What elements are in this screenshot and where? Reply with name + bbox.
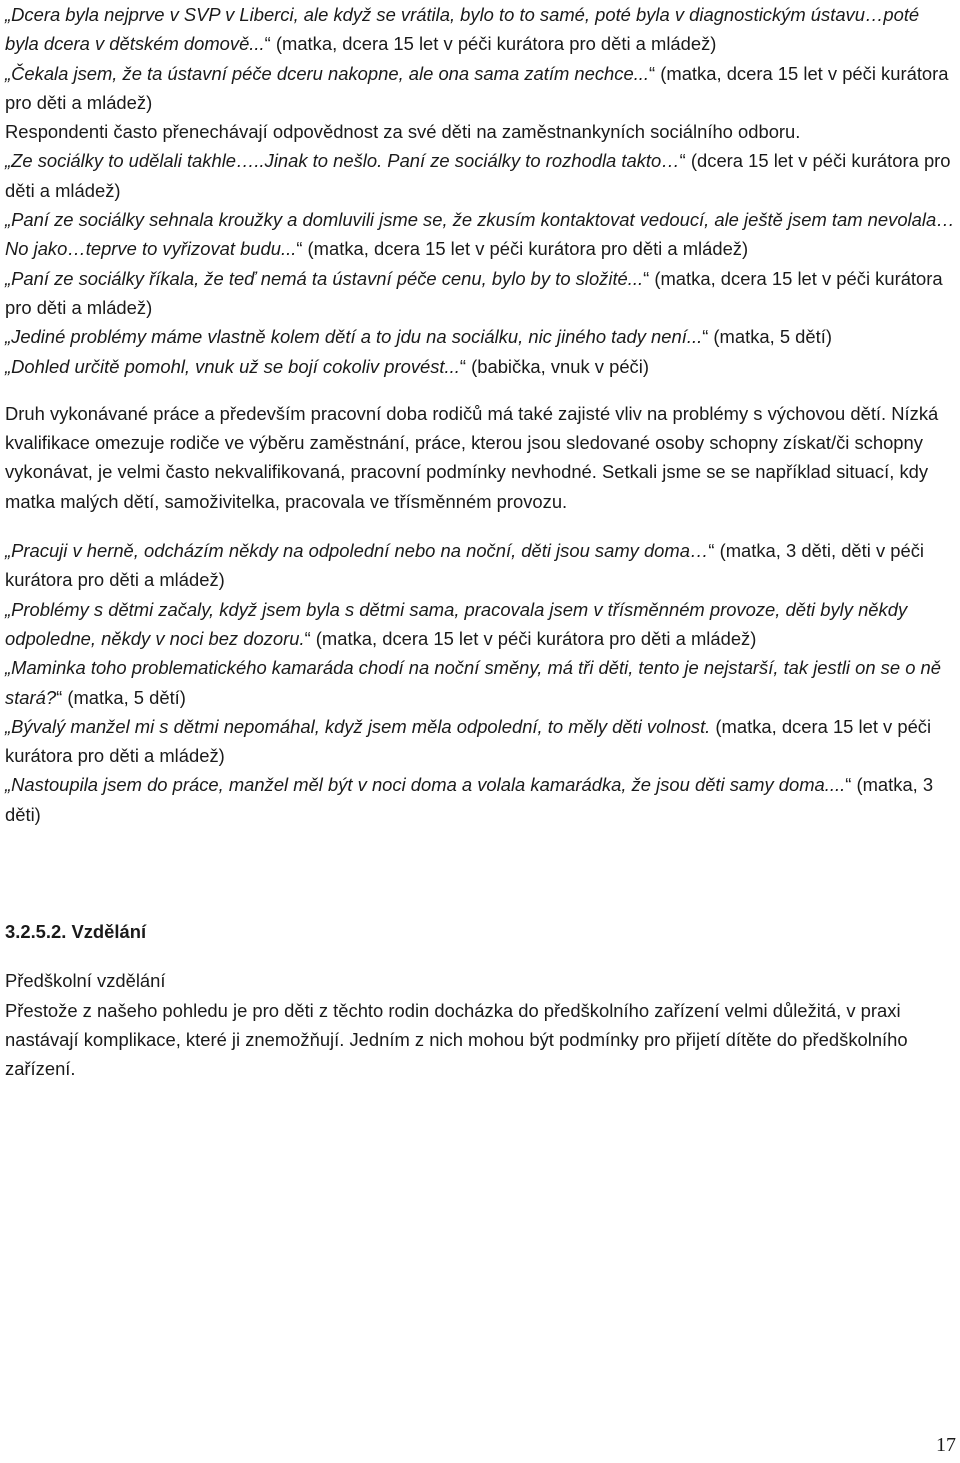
quote-text: „Dcera byla nejprve v SVP v Liberci, ale když se vrátila, bylo to to samé, poté byla v diagnostickým ústavu…poté byla dcera v dětském domově...: [5, 4, 920, 55]
spacer: [5, 516, 957, 536]
quote-attribution: “ (matka, dcera 15 let v péči kurátora pro děti a mládež): [5, 62, 949, 113]
paragraph-work: Druh vykonávané práce a především pracovní doba rodičů má také zajisté vliv na problémy s výchovou dětí. Nízká kvalifikace omezuje rodiče ve výběru zaměstnání, práce, kterou jsou sledované osoby schopny získat/či schopny vykonávat, je velmi často nekvalifikovaná, pracovní podmínky nevhodné. Setkali jsme se se například situací, kdy matka malých dětí, samoživitelka, pracovala ve třísměnném provozu.: [5, 402, 939, 512]
quote-dohled: [5, 352, 957, 381]
spacer: [5, 829, 957, 917]
statement-responsibility: Respondenti často přenechávají odpovědnost za své děti na zaměstnankyních sociálního odboru.: [5, 121, 801, 143]
quote-text: „Paní ze sociálky sehnala kroužky a domluvili jsme se, že zkusím kontaktovat vedoucí, ale ještě jsem tam nevolala…No jako…teprve to vyřizovat budu...: [5, 209, 955, 260]
quote-text: „Bývalý manžel mi s dětmi nepomáhal, když jsem měla odpolední, to měly děti volnost.: [5, 715, 711, 737]
quote-attribution: “ (babička, vnuk v péči): [459, 355, 649, 377]
spacer: [5, 381, 957, 399]
quote-attribution: “ (matka, 3 děti): [5, 774, 934, 825]
quote-text: „Paní ze sociálky říkala, že teď nemá ta ústavní péče cenu, bylo by to složité...: [5, 267, 644, 289]
quote-krouzky: [5, 205, 957, 264]
section-heading: 3.2.5.2. Vzdělání: [5, 921, 147, 943]
quote-attribution: “ (matka, dcera 15 let v péči kurátora pro děti a mládež): [296, 238, 749, 260]
quote-trismenny-provoz: [5, 595, 957, 654]
spacer: [5, 946, 957, 966]
quote-maminka-kamarada: [5, 653, 957, 712]
quote-nastoupila: [5, 770, 957, 829]
quote-jedine-problemy: [5, 322, 957, 351]
quote-attribution: “ (matka, dcera 15 let v péči kurátora pro děti a mládež): [264, 33, 717, 55]
page-number: 17: [936, 1434, 956, 1456]
quote-ustavni-pece-cena: [5, 264, 957, 323]
quote-attribution: “ (dcera 15 let v péči kurátora pro děti a mládež): [5, 150, 951, 201]
quote-herna: [5, 536, 957, 595]
quote-attribution: “ (matka, 5 dětí): [56, 686, 186, 708]
quote-attribution: “ (matka, 5 dětí): [702, 326, 832, 348]
quote-text: „Čekala jsem, že ta ústavní péče dceru nakopne, ale ona sama zatím nechce...: [5, 62, 650, 84]
quote-attribution: “ (matka, dcera 15 let v péči kurátora pro děti a mládež): [304, 627, 757, 649]
quote-text: „Nastoupila jsem do práce, manžel měl být v noci doma a volala kamarádka, že jsou děti samy doma....: [5, 774, 846, 796]
quote-text: „Dohled určitě pomohl, vnuk už se bojí cokoliv provést...: [5, 355, 460, 377]
quote-text: „Maminka toho problematického kamaráda chodí na noční směny, má tři děti, tento je nejstarší, tak jestli on se o ně stará?: [5, 657, 942, 708]
quote-text: „Jediné problémy máme vlastně kolem dětí a to jdu na sociálku, nic jiného tady není...: [5, 326, 703, 348]
quote-svp-liberec: [5, 0, 957, 59]
paragraph-preschool: Přestože z našeho pohledu je pro děti z těchto rodin docházka do předškolního zařízení velmi důležitá, v praxi nastávají komplikace, které ji znemožňují. Jedním z nich mohou být podmínky pro přijetí dítěte do předškolního zařízení.: [5, 999, 908, 1080]
quote-attribution: “ (matka, 3 děti, děti v péči kurátora pro děti a mládež): [5, 540, 925, 591]
document-page: [5, 0, 957, 1084]
subsection-title: Předškolní vzdělání: [5, 970, 166, 992]
quote-text: „Problémy s dětmi začaly, když jsem byla s dětmi sama, pracovala jsem v třísměnném provoze, děti byly někdy odpoledne, někdy v noci bez dozoru.: [5, 598, 908, 649]
quote-ze-socialky: [5, 146, 957, 205]
quote-attribution: (matka, dcera 15 let v péči kurátora pro děti a mládež): [5, 715, 932, 767]
quote-ustavni-pece: [5, 59, 957, 118]
quote-text: „Pracuji v herně, odcházím někdy na odpolední nebo na noční, děti jsou samy doma…: [5, 540, 709, 562]
quote-text: „Ze sociálky to udělali takhle…..Jinak to nešlo. Paní ze sociálky to rozhodla takto…: [5, 150, 680, 172]
quote-byvaly-manzel: [5, 712, 957, 771]
quote-attribution: “ (matka, dcera 15 let v péči kurátora pro děti a mládež): [5, 267, 943, 318]
